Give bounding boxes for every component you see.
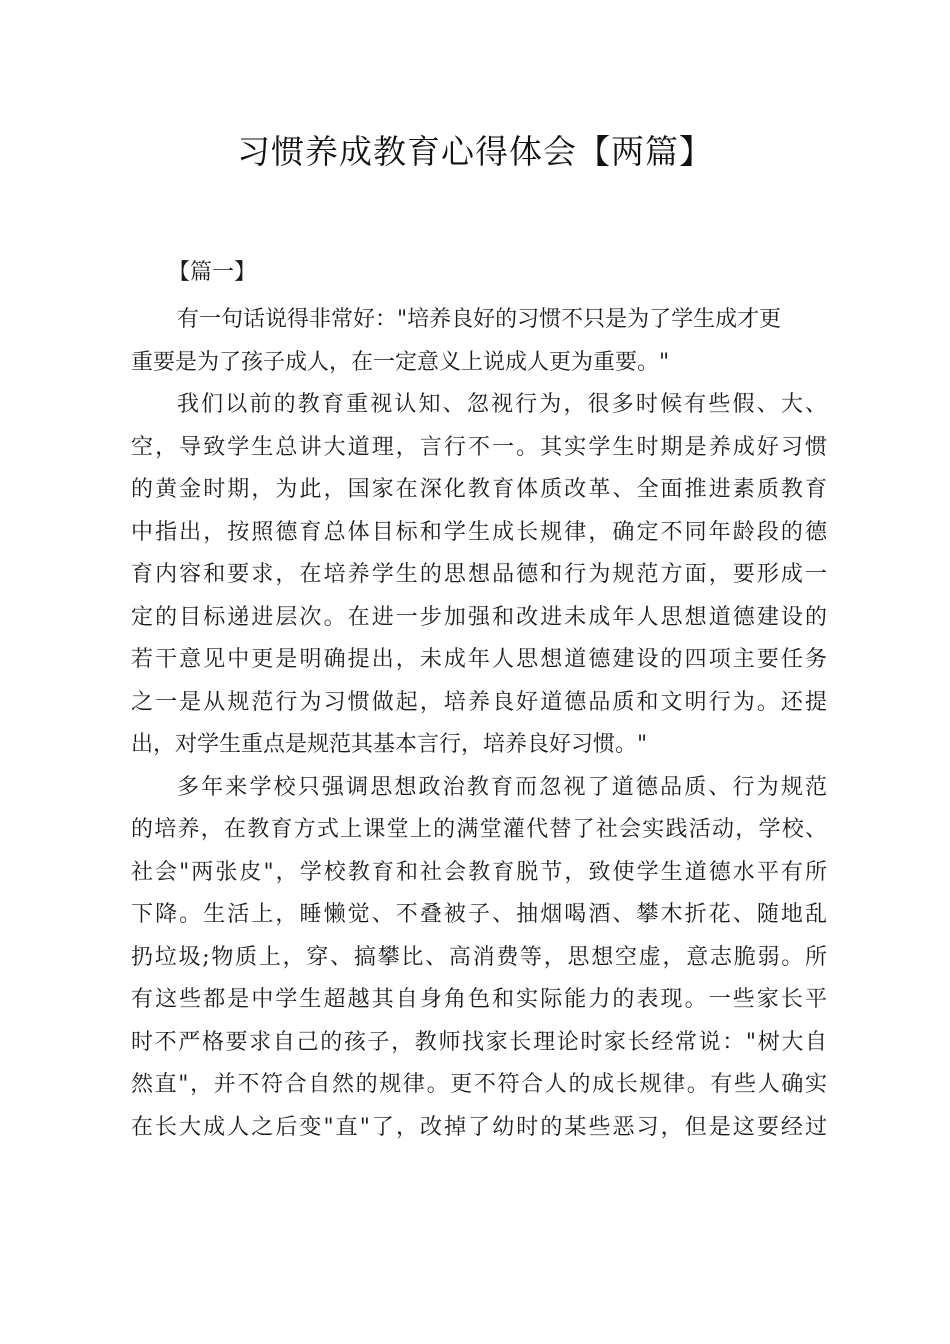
paragraph-2-line-4: 中指出，按照德育总体目标和学生成长规律，确定不同年龄段的德: [131, 519, 827, 545]
section-heading: 【篇一】: [168, 260, 257, 285]
paragraph-2-line-1: 我们以前的教育重视认知、忽视行为，很多时候有些假、大、: [177, 392, 827, 417]
paragraph-3-line-3: 社会"两张皮"，学校教育和社会教育脱节，致使学生道德水平有所: [131, 859, 827, 885]
paragraph-2-line-3: 的黄金时期，为此，国家在深化教育体质改革、全面推进素质教育: [131, 477, 827, 502]
paragraph-3-line-5: 扔垃圾;物质上，穿、搞攀比、高消费等，思想空虚，意志脆弱。所: [131, 944, 827, 970]
document-title: 习惯养成教育心得体会【两篇】: [237, 132, 713, 171]
paragraph-3-line-9: 在长大成人之后变"直"了，改掉了幼时的某些恶习，但是这要经过: [131, 1114, 827, 1140]
paragraph-3-line-6: 有这些都是中学生超越其自身角色和实际能力的表现。一些家长平: [131, 987, 827, 1012]
paragraph-3-line-7: 时不严格要求自己的孩子，教师找家长理论时家长经常说："树大自: [131, 1029, 827, 1055]
paragraph-2-line-9: 出，对学生重点是规范其基本言行，培养良好习惯。": [131, 732, 648, 757]
paragraph-3-line-2: 的培养，在教育方式上课堂上的满堂灌代替了社会实践活动，学校、: [131, 817, 827, 842]
document-body: [131, 299, 827, 1149]
paragraph-2-line-2: 空，导致学生总讲大道理，言行不一。其实学生时期是养成好习惯: [131, 434, 827, 460]
paragraph-2-line-7: 若干意见中更是明确提出，未成年人思想道德建设的四项主要任务: [131, 647, 827, 672]
paragraph-3-line-4: 下降。生活上，睡懒觉、不叠被子、抽烟喝酒、攀木折花、随地乱: [131, 902, 827, 927]
paragraph-3-line-1: 多年来学校只强调思想政治教育而忽视了道德品质、行为规范: [177, 774, 827, 800]
paragraph-1-line-1: 有一句话说得非常好："培养良好的习惯不只是为了学生成才更: [177, 307, 782, 332]
paragraph-3-line-8: 然直"，并不符合自然的规律。更不符合人的成长规律。有些人确实: [131, 1072, 827, 1097]
paragraph-1-line-2: 重要是为了孩子成人，在一定意义上说成人更为重要。": [131, 349, 670, 375]
paragraph-2-line-8: 之一是从规范行为习惯做起，培养良好道德品质和文明行为。还提: [131, 689, 827, 715]
paragraph-2-line-5: 育内容和要求，在培养学生的思想品德和行为规范方面，要形成一: [131, 562, 827, 587]
paragraph-2-line-6: 定的目标递进层次。在进一步加强和改进未成年人思想道德建设的: [131, 604, 827, 630]
